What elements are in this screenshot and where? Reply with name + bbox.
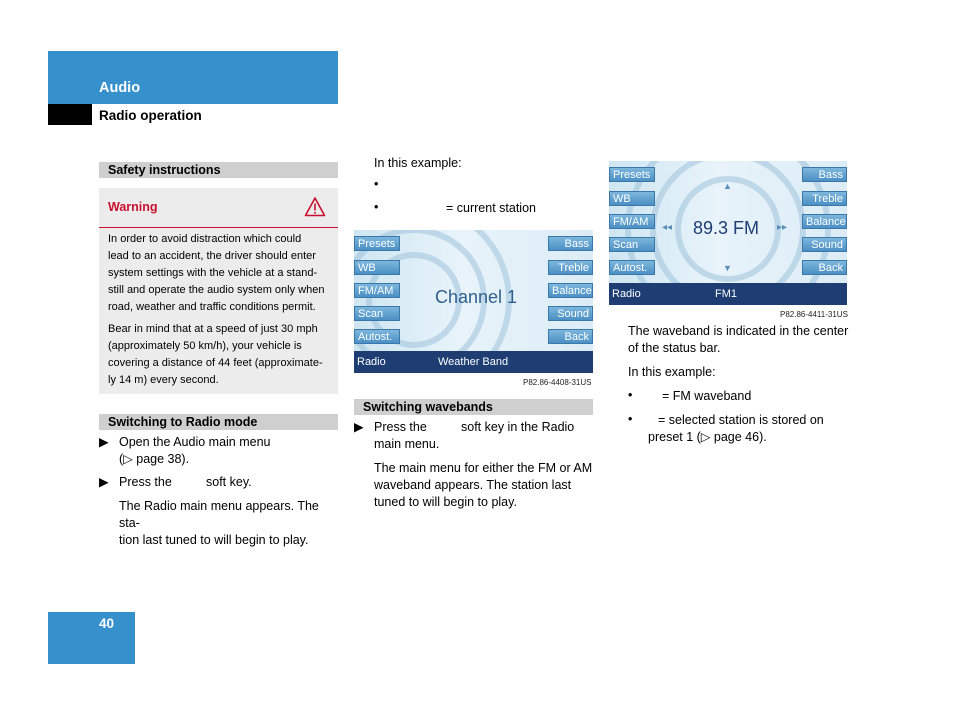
- wb-softkey[interactable]: WB: [609, 191, 655, 206]
- sound-softkey[interactable]: Sound: [548, 306, 593, 321]
- fm-am-softkey[interactable]: FM/AM: [354, 283, 400, 298]
- step1-line: (▷ page 38).: [119, 452, 190, 466]
- example-intro: In this example:: [374, 156, 462, 170]
- safety-heading: Safety instructions: [99, 162, 338, 178]
- scan-softkey[interactable]: Scan: [354, 306, 400, 321]
- section-subtitle: Radio operation: [99, 108, 202, 123]
- status-band: FM1: [715, 288, 737, 300]
- bullet-1-text: = FM waveband: [662, 389, 752, 403]
- switch-radio-heading: Switching to Radio mode: [99, 414, 338, 430]
- channel-display: Channel 1: [435, 287, 518, 307]
- waveband-paragraph: [374, 460, 596, 511]
- para-line: tuned to will begin to play.: [374, 495, 517, 509]
- balance-softkey[interactable]: Balance: [548, 283, 593, 298]
- bullet-2-text: = current station: [446, 201, 536, 215]
- step2-text-a: Press the: [119, 475, 172, 489]
- para-line: of the status bar.: [628, 341, 721, 355]
- bullet-dot: •: [628, 388, 633, 402]
- para-line: The waveband is indicated in the center: [628, 324, 849, 338]
- waveband-note: [628, 323, 850, 357]
- step1-text: [119, 434, 271, 468]
- note-line: The Radio main menu appears. The sta-: [119, 499, 319, 530]
- warning-line: In order to avoid distraction which could: [108, 233, 302, 245]
- wb-softkey[interactable]: WB: [354, 260, 400, 275]
- warning-line: road, weather and traffic conditions permit.: [108, 301, 316, 313]
- figure-caption: P82.86-4408-31US: [523, 378, 592, 387]
- warning-line: (approximately 50 km/h), your vehicle is: [108, 340, 302, 352]
- waveband-heading: Switching wavebands: [354, 399, 593, 415]
- step-arrow-icon: ▶: [99, 475, 109, 489]
- step-arrow-icon: ▶: [99, 435, 109, 449]
- seek-right-arrow-icon[interactable]: ▸▸: [777, 222, 788, 233]
- bullet-2-text-cont: preset 1 (▷ page 46).: [648, 430, 767, 444]
- warning-line: Bear in mind that at a speed of just 30 mph: [108, 323, 318, 335]
- autost-softkey[interactable]: Autost.: [609, 260, 655, 275]
- radio-screen-fm: [609, 161, 847, 305]
- bass-softkey[interactable]: Bass: [802, 167, 847, 182]
- bullet-2-text: = selected station is stored on: [658, 413, 824, 427]
- bullet-dot: •: [374, 200, 379, 214]
- step2-note: [119, 498, 341, 549]
- para-line: waveband appears. The station last: [374, 478, 572, 492]
- header-bar: [48, 51, 338, 104]
- autost-softkey[interactable]: Autost.: [354, 329, 400, 344]
- seek-left-arrow-icon[interactable]: ◂◂: [662, 222, 673, 233]
- page-number-box: [48, 612, 135, 664]
- presets-softkey[interactable]: Presets: [609, 167, 655, 182]
- warning-paragraph-1: [108, 231, 330, 316]
- status-mode: Radio: [612, 288, 641, 300]
- page-number: 40: [99, 616, 115, 631]
- scan-softkey[interactable]: Scan: [609, 237, 655, 252]
- bass-softkey[interactable]: Bass: [548, 236, 593, 251]
- bullet-dot: •: [628, 412, 633, 426]
- status-bar: [354, 351, 593, 373]
- warning-line: still and operate the audio system only when: [108, 284, 325, 296]
- status-mode: Radio: [357, 356, 386, 368]
- step-arrow-icon: ▶: [354, 420, 364, 434]
- warning-paragraph-2: [108, 321, 330, 389]
- warning-label: Warning: [108, 200, 158, 214]
- status-band: Weather Band: [438, 356, 509, 368]
- figure-caption: P82.86-4411-31US: [780, 310, 848, 319]
- frequency-display: 89.3 FM: [693, 218, 760, 238]
- header-marker: [48, 104, 92, 125]
- note-line: tion last tuned to will begin to play.: [119, 533, 309, 547]
- example-intro: In this example:: [628, 365, 716, 379]
- fm-am-softkey[interactable]: FM/AM: [609, 214, 655, 229]
- sound-softkey[interactable]: Sound: [802, 237, 847, 252]
- warning-line: lead to an accident, the driver should enter: [108, 250, 316, 262]
- warning-line: covering a distance of 44 feet (approximate-: [108, 357, 323, 369]
- warning-triangle-icon: [304, 196, 326, 218]
- step2-text-b: soft key.: [206, 475, 252, 489]
- warning-line: system settings with the vehicle at a stand-: [108, 267, 318, 279]
- waveband-step-c: main menu.: [374, 437, 440, 451]
- warning-line: ly 14 m) every second.: [108, 374, 219, 386]
- tune-down-arrow-icon[interactable]: ▼: [723, 263, 732, 273]
- step1-line: Open the Audio main menu: [119, 435, 271, 449]
- para-line: The main menu for either the FM or AM: [374, 461, 593, 475]
- status-bar: [609, 283, 847, 305]
- presets-softkey[interactable]: Presets: [354, 236, 400, 251]
- waveband-step-a: Press the: [374, 420, 427, 434]
- tune-up-arrow-icon[interactable]: ▲: [723, 181, 732, 191]
- radio-screen-weatherband: [354, 230, 593, 373]
- treble-softkey[interactable]: Treble: [802, 191, 847, 206]
- back-softkey[interactable]: Back: [548, 329, 593, 344]
- treble-softkey[interactable]: Treble: [548, 260, 593, 275]
- bullet-dot: •: [374, 177, 379, 191]
- balance-softkey[interactable]: Balance: [802, 214, 847, 229]
- chapter-title: Audio: [99, 80, 141, 96]
- back-softkey[interactable]: Back: [802, 260, 847, 275]
- waveband-step-b: soft key in the Radio: [461, 420, 575, 434]
